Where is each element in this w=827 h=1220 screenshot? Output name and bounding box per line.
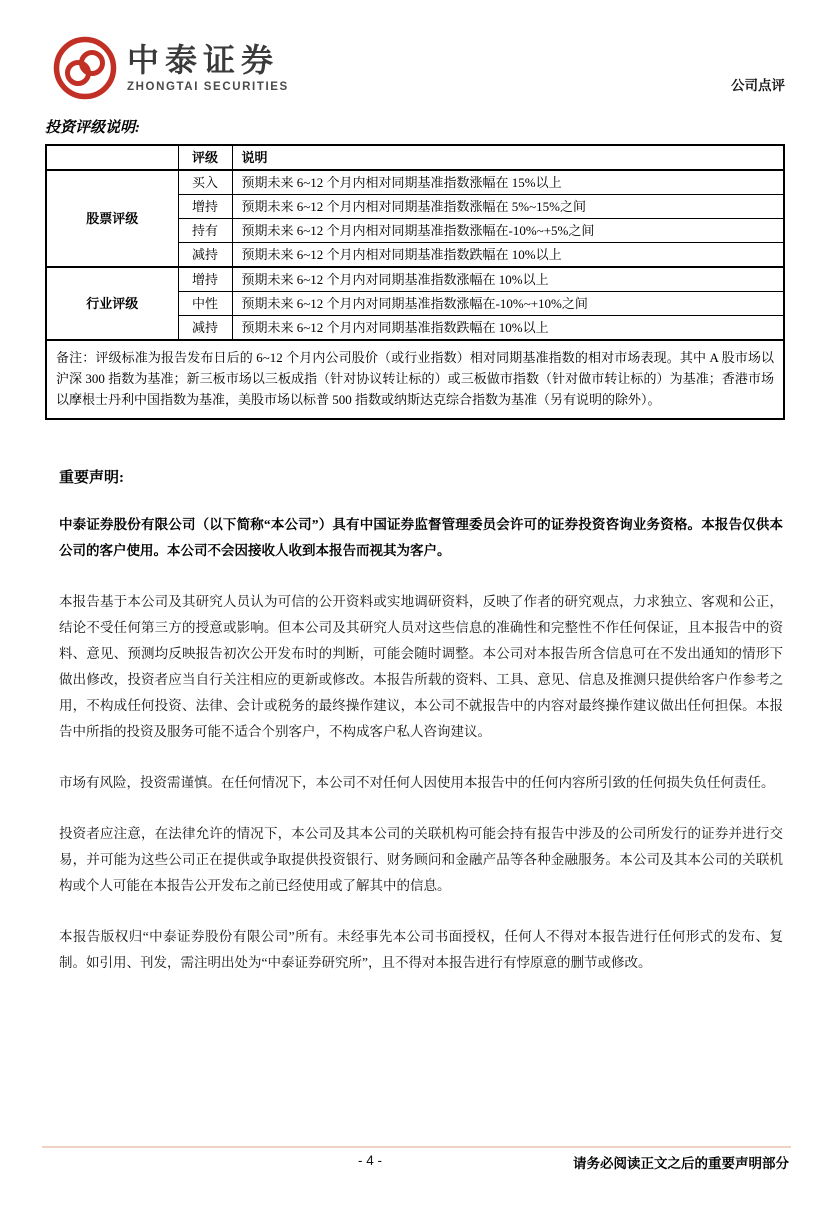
page-header xyxy=(45,0,785,100)
note-cell: 备注：评级标准为报告发布日后的 6~12 个月内公司股价（或行业指数）相对同期基准指数的相对市场表现。其中 A 股市场以沪深 300 指数为基准；新三板市场以三板成指（针对协议转让标的）或三板做市指数（针对做市转让标的）为基准；香港市场以摩根士丹利中国指数为基准，美股市场以标普 500 指数或纳斯达克综合指数为基准（另有说明的除外）。 xyxy=(46,340,784,419)
statement-paragraph: 市场有风险，投资需谨慎。在任何情况下，本公司不对任何人因使用本报告中的任何内容所引致的任何损失负任何责任。 xyxy=(59,775,775,790)
description-cell: 预期未来 6~12 个月内相对同期基准指数涨幅在 5%~15%之间 xyxy=(232,195,784,219)
brand-text xyxy=(127,43,289,92)
statement-paragraph: 本报告版权归“中泰证券股份有限公司”所有。未经事先本公司书面授权，任何人不得对本报告进行任何形式的发布、复制。如引用、刊发，需注明出处为“中泰证券研究所”，且不得对本报告进行有悖原意的删节或修改。 xyxy=(59,929,783,970)
header-cell-description: 说明 xyxy=(232,145,784,170)
table-row xyxy=(46,170,784,195)
doc-type-label: 公司点评 xyxy=(731,78,785,93)
statement-paragraph: 投资者应注意，在法律允许的情况下，本公司及其本公司的关联机构可能会持有报告中涉及的公司所发行的证券并进行交易，并可能为这些公司正在提供或争取提供投资银行、财务顾问和金融产品等各种金融服务。本公司及其本公司的关联机构或个人可能在本报告公开发布之前已经使用或了解其中的信息。 xyxy=(59,826,783,893)
group-name-cell: 行业评级 xyxy=(46,267,178,340)
statement-paragraph: 中泰证券股份有限公司（以下简称“本公司”）具有中国证券监督管理委员会许可的证券投资咨询业务资格。本报告仅供本公司的客户使用。本公司不会因接收人收到本报告而视其为客户。 xyxy=(59,517,783,558)
rating-section-title: 投资评级说明: xyxy=(45,120,140,136)
description-cell: 预期未来 6~12 个月内相对同期基准指数涨幅在-10%~+5%之间 xyxy=(232,219,784,243)
group-name-cell: 股票评级 xyxy=(46,170,178,267)
brand-logo xyxy=(53,36,289,100)
rating-cell: 增持 xyxy=(178,267,232,292)
rating-cell: 持有 xyxy=(178,219,232,243)
description-cell: 预期未来 6~12 个月内相对同期基准指数涨幅在 15%以上 xyxy=(232,170,784,195)
rating-cell: 增持 xyxy=(178,195,232,219)
zhongtai-logo-icon xyxy=(53,36,117,100)
header-cell-rating: 评级 xyxy=(178,145,232,170)
header-cell-group xyxy=(46,145,178,170)
description-cell: 预期未来 6~12 个月内对同期基准指数跌幅在 10%以上 xyxy=(232,316,784,341)
description-cell: 预期未来 6~12 个月内相对同期基准指数跌幅在 10%以上 xyxy=(232,243,784,268)
statement-paragraph: 本报告基于本公司及其研究人员认为可信的公开资料或实地调研资料，反映了作者的研究观点，力求独立、客观和公正，结论不受任何第三方的授意或影响。但本公司及其研究人员对这些信息的准确性和完整性不作任何保证，且本报告中的资料、意见、预测均反映报告初次公开发布时的判断，可能会随时调整。本公司对本报告所含信息可在不发出通知的情形下做出修改，投资者应当自行关注相应的更新或修改。本报告所载的资料、工具、意见、信息及推测只提供给客户作参考之用，不构成任何投资、法律、会计或税务的最终操作建议，本公司不就报告中的内容对最终操作建议做出任何担保。本报告中所指的投资及服务可能不适合个别客户，不构成客户私人咨询建议。 xyxy=(59,594,783,739)
table-note-row xyxy=(46,340,784,419)
brand-name-cn: 中泰证券 xyxy=(127,42,280,79)
statement-section xyxy=(45,466,785,976)
rating-cell: 减持 xyxy=(178,243,232,268)
description-cell: 预期未来 6~12 个月内对同期基准指数涨幅在 10%以上 xyxy=(232,267,784,292)
rating-cell: 买入 xyxy=(178,170,232,195)
page-number: - 4 - xyxy=(357,1153,382,1168)
brand-name-en: ZHONGTAI SECURITIES xyxy=(127,80,289,93)
footer-divider xyxy=(42,1146,791,1148)
statement-title: 重要声明: xyxy=(59,470,124,486)
rating-cell: 减持 xyxy=(178,316,232,341)
rating-table-header-row xyxy=(46,145,784,170)
description-cell: 预期未来 6~12 个月内对同期基准指数涨幅在-10%~+10%之间 xyxy=(232,292,784,316)
rating-table xyxy=(45,144,785,420)
rating-cell: 中性 xyxy=(178,292,232,316)
table-row xyxy=(46,267,784,292)
footer-notice: 请务必阅读正文之后的重要声明部分 xyxy=(573,1156,789,1171)
